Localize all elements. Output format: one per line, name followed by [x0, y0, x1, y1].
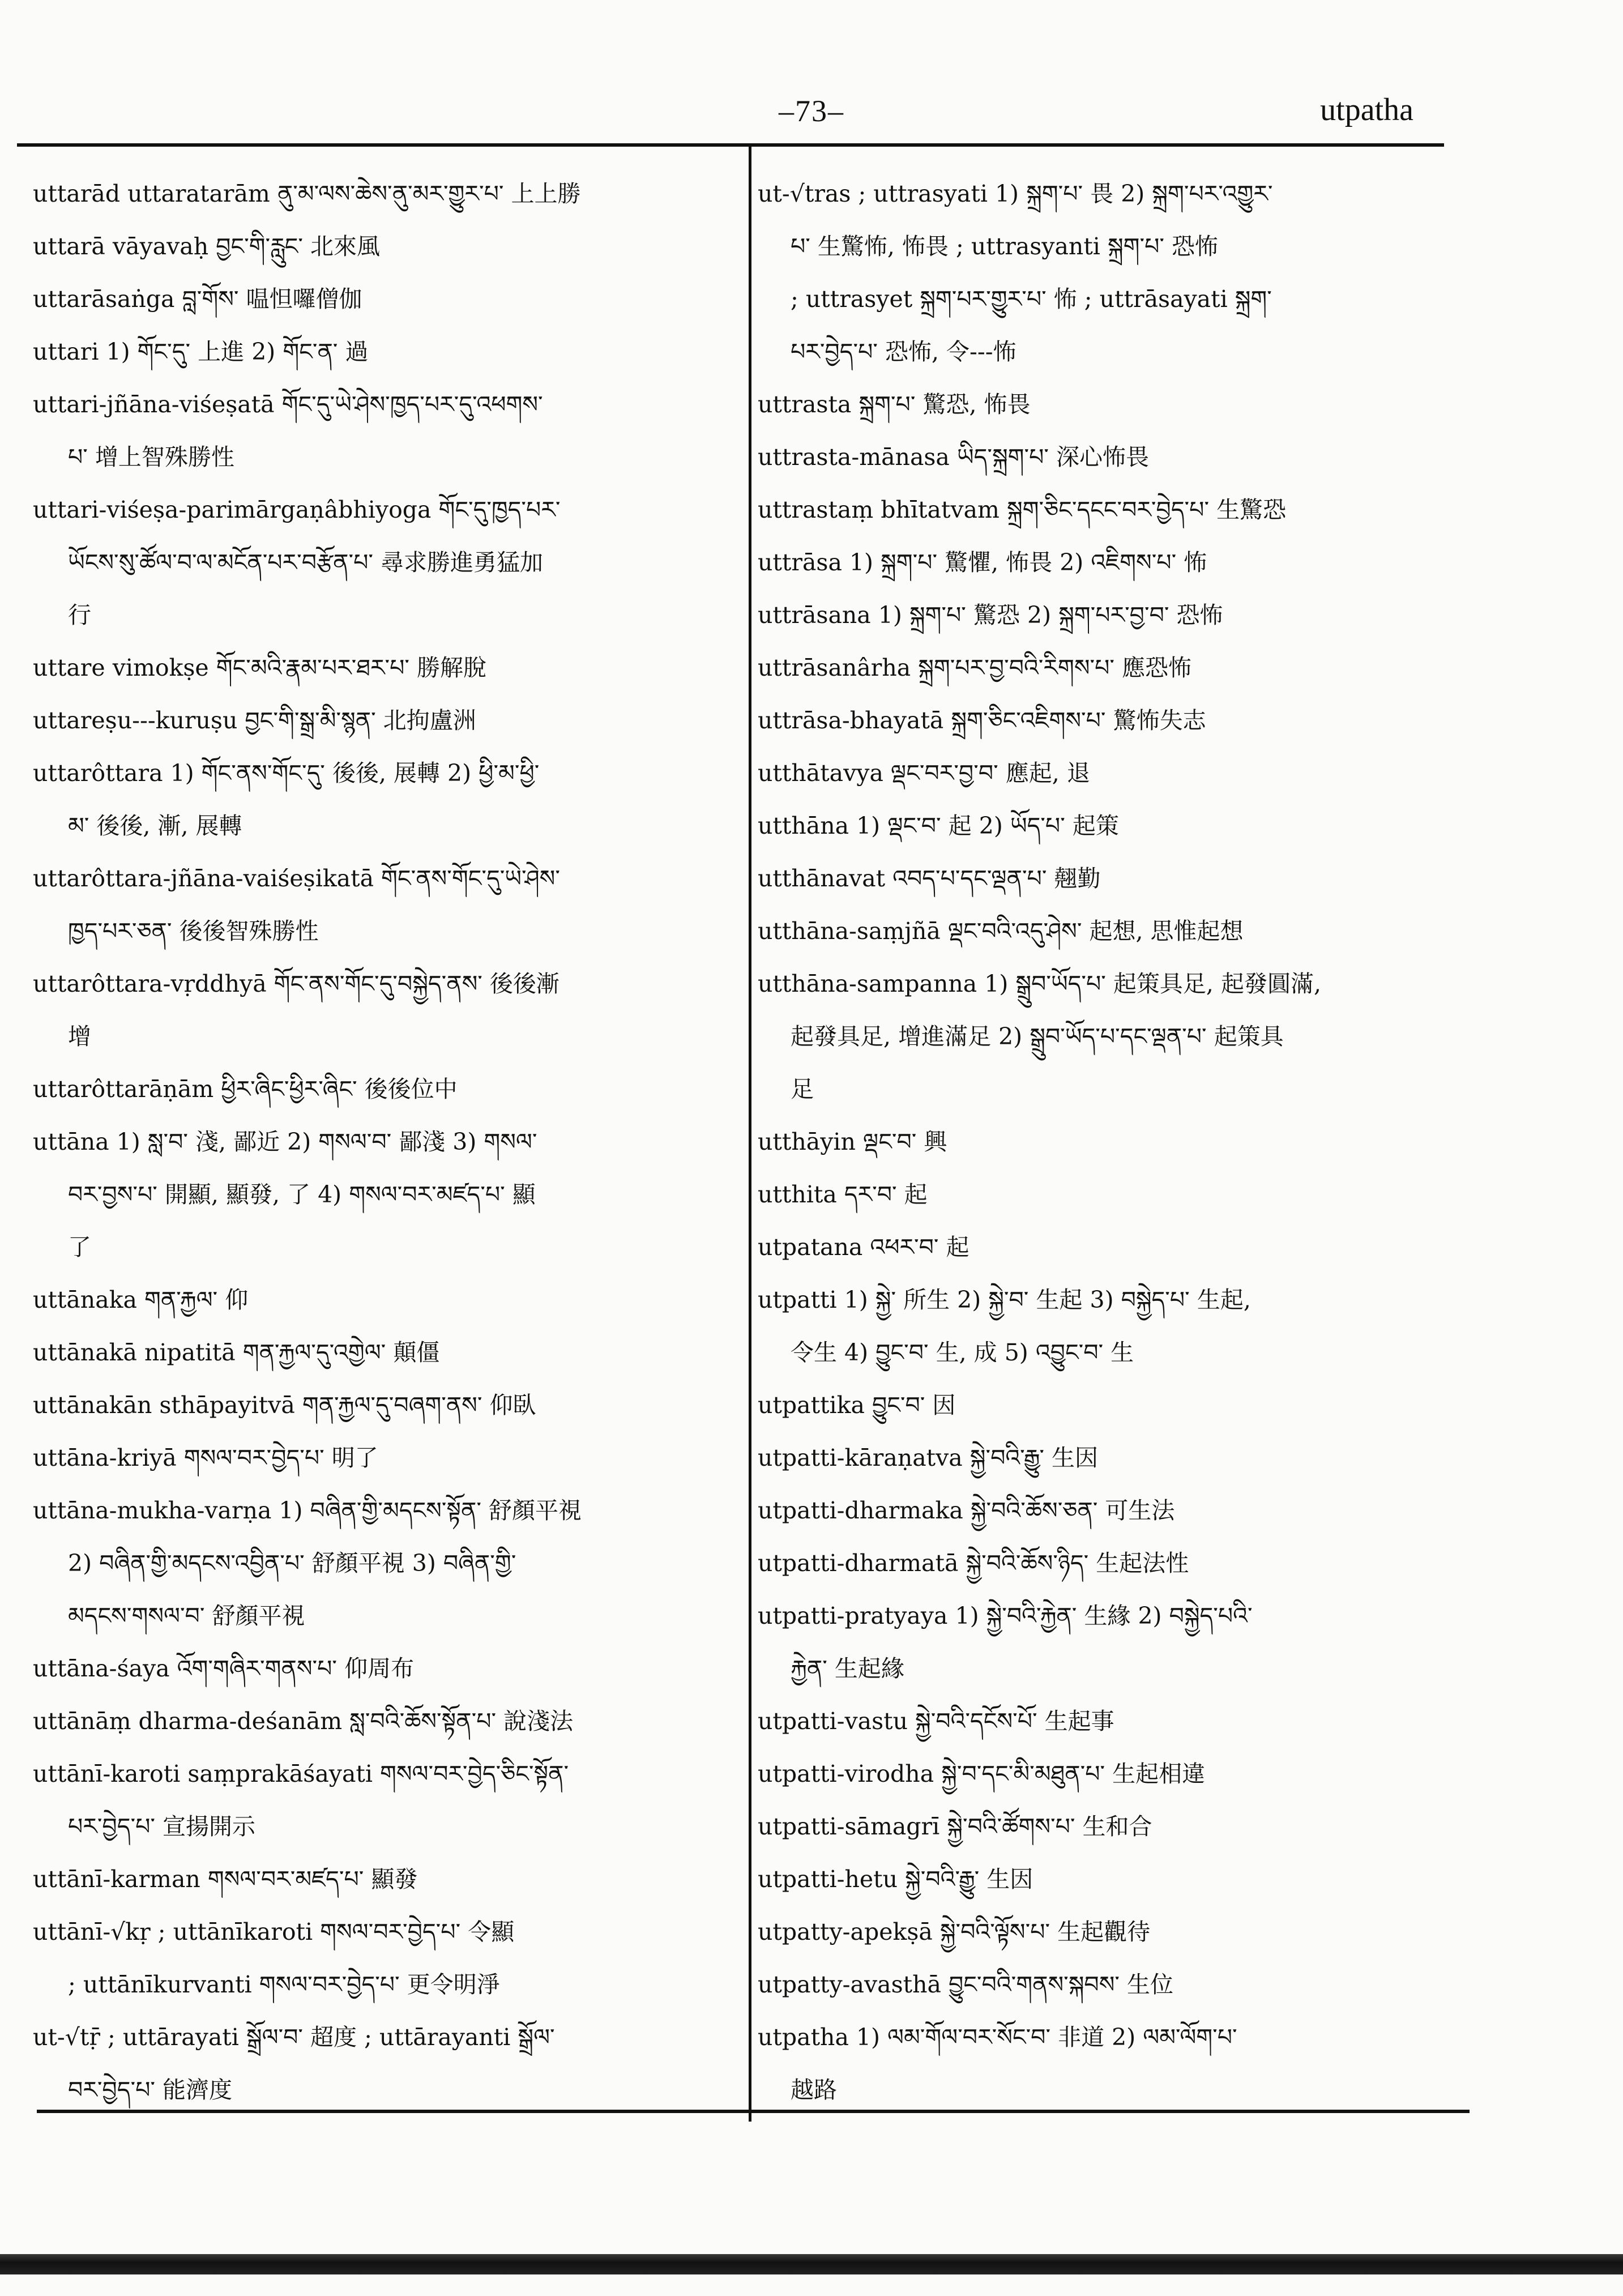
entry-line: uttānī-karoti saṃprakāśayati གསལ་བར་བྱེད་ཅིང་སྟོན་: [33, 1760, 569, 1787]
entry-line: utthāyin ལྡང་བ་ 興: [758, 1128, 947, 1155]
entry-line: uttarād uttaratarām ནུ་མ་ལས་ཆེས་ནུ་མར་གྱུར་པ་ 上上勝: [33, 180, 581, 207]
entry-line: utpatti-dharmatā སྐྱེ་བའི་ཆོས་ཉིད་ 生起法性: [758, 1550, 1189, 1577]
entry-line: ; uttānīkurvanti གསལ་བར་བྱེད་པ་ 更令明淨: [68, 1971, 500, 1998]
entry-line: uttāna 1) སླ་བ་ 淺, 鄙近 2) གསལ་བ་ 鄙淺 3) གསལ་: [33, 1128, 537, 1155]
entry-line: uttrastaṃ bhītatvam སྐྲག་ཅིང་དངང་བར་བྱེད་པ་ 生驚恐: [758, 496, 1287, 523]
entry-line: རྐྱེན་ 生起緣: [791, 1655, 904, 1682]
entry-line: པ་ 生驚怖, 怖畏 ; uttrasyanti སྐྲག་པ་ 恐怖: [791, 233, 1219, 260]
entry-line: utpatti-virodha སྐྱེ་བ་དང་མི་མཐུན་པ་ 生起相違: [758, 1760, 1206, 1787]
entry-line: uttānakā nipatitā གན་རྐྱལ་དུ་འགྱེལ་ 顛僵: [33, 1339, 440, 1366]
right-column: [758, 168, 1460, 2116]
entry-line: uttānī-karman གསལ་བར་མཛད་པ་ 顯發: [33, 1866, 418, 1893]
entry-line: utpatti 1) སྐྱེ་ 所生 2) སྐྱེ་བ་ 生起 3) བསྐྱེད་པ་ 生起,: [758, 1286, 1251, 1313]
entry-line: uttrasta སྐྲག་པ་ 驚恐, 怖畏: [758, 391, 1031, 418]
entry-line: uttare vimokṣe གོང་མའི་རྣམ་པར་ཐར་པ་ 勝解脫: [33, 654, 487, 681]
entry-line: utpatti-hetu སྐྱེ་བའི་རྒྱུ་ 生因: [758, 1866, 1033, 1893]
entry-line: uttari-jñāna-viśeṣatā གོང་དུ་ཡེ་ཤེས་ཁྱད་པར་དུ་འཕགས་: [33, 391, 543, 418]
entry-line: མདངས་གསལ་བ་ 舒顏平視: [68, 1602, 305, 1629]
entry-line: uttāna-śaya འོག་གཞིར་གནས་པ་ 仰周布: [33, 1655, 415, 1682]
entry-line: པར་བྱེད་པ་ 恐怖, 令---怖: [791, 338, 1016, 365]
entry-line: བར་བྱེད་པ་ 能濟度: [68, 2076, 232, 2103]
entry-line: utpatana འཕར་བ་ 起: [758, 1234, 969, 1261]
entry-line: 越路: [791, 2076, 837, 2103]
entry-line: uttānakān sthāpayitvā གན་རྐྱལ་དུ་བཞག་ནས་ 仰臥: [33, 1392, 536, 1419]
entry-line: uttarāsaṅga བླ་གོས་ 嗢怛囉僧伽: [33, 285, 362, 313]
entry-line: ཡོངས་སུ་ཚོལ་བ་ལ་མངོན་པར་བརྩོན་པ་ 尋求勝進勇猛加: [68, 549, 544, 576]
entry-line: མ་ 後後, 漸, 展轉: [68, 812, 242, 839]
entry-line: 2) བཞིན་གྱི་མདངས་འབྱིན་པ་ 舒顏平視 3) བཞིན་གྱི་: [68, 1550, 516, 1577]
page-number: –73–: [779, 94, 844, 128]
entry-line: 行: [68, 601, 91, 629]
entry-line: uttari 1) གོང་དུ་ 上進 2) གོང་ན་ 過: [33, 338, 369, 365]
entry-line: ; uttrasyet སྐྲག་པར་གྱུར་པ་ 怖 ; uttrāsayati སྐྲག་: [791, 285, 1272, 313]
entry-line: པ་ 增上智殊勝性: [68, 443, 234, 471]
entry-line: uttrāsa 1) སྐྲག་པ་ 驚懼, 怖畏 2) འཇིགས་པ་ 怖: [758, 549, 1207, 576]
entry-line: 起發具足, 增進滿足 2) སྒྲུབ་ཡོད་པ་དང་ལྡན་པ་ 起策具: [791, 1023, 1284, 1050]
entry-line: 令生 4) བྱུང་བ་ 生, 成 5) འབྱུང་བ་ 生: [791, 1339, 1134, 1366]
entry-line: uttarôttarāṇām ཕྱིར་ཞིང་ཕྱིར་ཞིང་ 後後位中: [33, 1076, 458, 1103]
entry-line: uttari-viśeṣa-parimārgaṇâbhiyoga གོང་དུ་ཁྱད་པར་: [33, 496, 561, 523]
entry-line: uttareṣu---kuruṣu བྱང་གི་སྒྲ་མི་སྙན་ 北拘盧洲: [33, 707, 476, 734]
top-rule: [17, 143, 1444, 147]
entry-line: ut-√tṝ ; uttārayati སྒྲོལ་བ་ 超度 ; uttārayanti སྒྲོལ་: [33, 2024, 555, 2051]
entry-line: utthātavya ལྡང་བར་བྱ་བ་ 應起, 退: [758, 759, 1090, 787]
entry-line: utpatty-apekṣā སྐྱེ་བའི་ལྟོས་པ་ 生起觀待: [758, 1918, 1151, 1945]
entry-line: utpatti-pratyaya 1) སྐྱེ་བའི་རྐྱེན་ 生緣 2) བསྐྱེད་པའི་: [758, 1602, 1253, 1629]
entry-line: uttrāsana 1) སྐྲག་པ་ 驚恐 2) སྐྲག་པར་བྱ་བ་ 恐怖: [758, 601, 1223, 629]
entry-line: utpattika བྱུང་བ་ 因: [758, 1392, 956, 1419]
entry-line: uttāna-kriyā གསལ་བར་བྱེད་པ་ 明了: [33, 1444, 378, 1471]
entry-line: uttarôttara 1) གོང་ནས་གོང་དུ་ 後後, 展轉 2) ཕྱི་མ་ཕྱི་: [33, 759, 540, 787]
entry-line: utthāna 1) ལྡང་བ་ 起 2) ཡོད་པ་ 起策: [758, 812, 1119, 839]
entry-line: བར་བྱས་པ་ 開顯, 顯發, 了 4) གསལ་བར་མཛད་པ་ 顯: [68, 1181, 536, 1208]
running-head: utpatha: [1320, 92, 1413, 127]
entry-line: utpatti-dharmaka སྐྱེ་བའི་ཆོས་ཅན་ 可生法: [758, 1497, 1175, 1524]
entry-line: utpatti-vastu སྐྱེ་བའི་དངོས་པོ་ 生起事: [758, 1708, 1114, 1735]
entry-line: uttarôttara-vṛddhyā གོང་ནས་གོང་དུ་བསྐྱེད་ནས་ 後後漸: [33, 970, 559, 997]
entry-line: uttarā vāyavaḥ བྱང་གི་རླུང་ 北來風: [33, 233, 380, 260]
entry-line: uttāna-mukha-varṇa 1) བཞིན་གྱི་མདངས་སྟོན་ 舒顏平視: [33, 1497, 582, 1524]
entry-line: uttrasta-mānasa ཡིད་སྐྲག་པ་ 深心怖畏: [758, 443, 1150, 471]
entry-line: ut-√tras ; uttrasyati 1) སྐྲག་པ་ 畏 2) སྐྲག་པར་འགྱུར་: [758, 180, 1273, 207]
entry-line: utthita དར་བ་ 起: [758, 1181, 928, 1208]
entry-line: uttrāsa-bhayatā སྐྲག་ཅིང་འཇིགས་པ་ 驚怖失志: [758, 707, 1206, 734]
entry-line: uttarôttara-jñāna-vaiśeṣikatā གོང་ནས་གོང་དུ་ཡེ་ཤེས་: [33, 865, 560, 892]
left-column: [33, 168, 735, 2116]
entry-line: utthāna-sampanna 1) སྒྲུབ་ཡོད་པ་ 起策具足, 起發圓滿,: [758, 970, 1322, 997]
entry-line: 足: [791, 1076, 814, 1103]
entry-line: ཁྱད་པར་ཅན་ 後後智殊勝性: [68, 917, 319, 945]
entry-line: utthāna-saṃjñā ལྡང་བའི་འདུ་ཤེས་ 起想, 思惟起想: [758, 917, 1244, 945]
entry-line: utpatha 1) ལམ་གོལ་བར་སོང་བ་ 非道 2) ལམ་ལོག་པ་: [758, 2024, 1237, 2051]
entry-line: 了: [68, 1234, 91, 1261]
entry-line: utthānavat འབད་པ་དང་ལྡན་པ་ 翹勤: [758, 865, 1101, 892]
entry-line: utpatti-kāraṇatva སྐྱེ་བའི་རྒྱུ་ 生因: [758, 1444, 1099, 1471]
bottom-rule: [37, 2110, 1470, 2113]
entry-line: utpatti-sāmagrī སྐྱེ་བའི་ཚོགས་པ་ 生和合: [758, 1813, 1152, 1840]
entry-line: 增: [68, 1023, 91, 1050]
entry-line: uttānī-√kṛ ; uttānīkaroti གསལ་བར་བྱེད་པ་ 令顯: [33, 1918, 515, 1945]
scan-edge-bar: [0, 2254, 1623, 2274]
entry-line: པར་བྱེད་པ་ 宣揚開示: [68, 1813, 255, 1840]
entry-line: utpatty-avasthā བྱུང་བའི་གནས་སྐབས་ 生位: [758, 1971, 1174, 1998]
entry-line: uttrāsanârha སྐྲག་པར་བྱ་བའི་རིགས་པ་ 應恐怖: [758, 654, 1192, 681]
entry-line: uttānāṃ dharma-deśanām སླ་བའི་ཆོས་སྟོན་པ་ 說淺法: [33, 1708, 574, 1735]
entry-line: uttānaka གན་རྐྱལ་ 仰: [33, 1286, 249, 1313]
column-divider: [749, 145, 751, 2122]
